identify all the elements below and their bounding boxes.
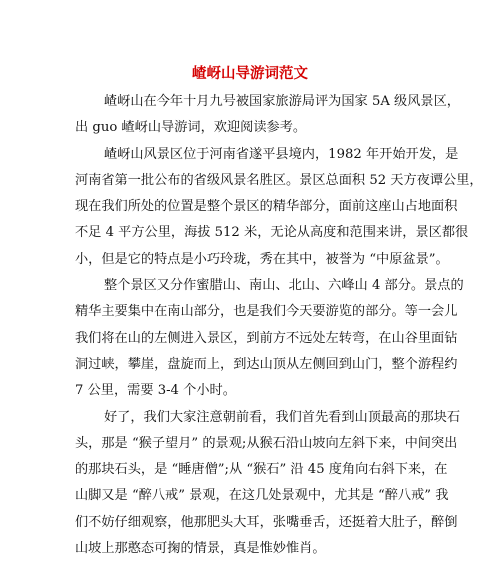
- paragraph-line: 现在我们所处的位置是整个景区的精华部分，面前这座山占地面积: [75, 199, 458, 215]
- paragraph-line: 小，但是它的特点是小巧玲珑，秀在其中，被誉为 “中原盆景”。: [75, 251, 449, 267]
- paragraph-line: 出 guo 嵖岈山导游词，欢迎阅读参考。: [75, 120, 307, 136]
- paragraph-line: 精华主要集中在南山部分，也是我们今天要游览的部分。等一会儿: [75, 304, 458, 320]
- paragraph-line: 山坡上那憨态可掬的情景，真是惟妙惟肖。: [75, 541, 326, 557]
- paragraph-line: 好了，我们大家注意朝前看，我们首先看到山顶最高的那块石: [104, 409, 461, 425]
- paragraph-line: 山脚又是 “醉八戒” 景观，在这几处景观中，尤其是 “醉八戒” 我: [75, 488, 449, 504]
- paragraph-line: 的那块石头，是 “睡唐僧”;从 “猴石” 沿 45 度角向右斜下来，在: [75, 462, 448, 478]
- document-title: 嵖岈山导游词范文: [192, 65, 308, 82]
- document-body: [75, 89, 483, 562]
- paragraph-line: 我们将在山的左侧进入景区，到前方不远处左转弯，在山谷里面钻: [75, 330, 458, 346]
- paragraph-line: 嵖岈山风景区位于河南省遂平县境内，1982 年开始开发，是: [104, 146, 459, 162]
- paragraph-line: 整个景区又分作蜜腊山、南山、北山、六峰山 4 部分。景点的: [104, 278, 464, 294]
- paragraph-line: 洞过峡，攀崖，盘旋而上，到达山顶从左侧回到山门，整个游程约: [75, 356, 458, 372]
- paragraph-line: 头，那是 “猴子望月” 的景观;从猴石沿山坡向左斜下来，中间突出: [75, 435, 458, 451]
- paragraph-line: 不足 4 平方公里，海拔 512 米，无论从高度和范围来讲，景区都很: [75, 225, 469, 241]
- paragraph-line: 7 公里，需要 3-4 个小时。: [75, 383, 236, 399]
- paragraph-line: 们不妨仔细观察，他那肥头大耳，张嘴垂舌，还挺着大肚子，醉倒: [75, 514, 458, 530]
- paragraph-line: 河南省第一批公布的省级风景名胜区。景区总面积 52 天方夜谭公里，: [75, 172, 483, 188]
- paragraph-line: 嵖岈山在今年十月九号被国家旅游局评为国家 5A 级风景区，: [104, 94, 460, 109]
